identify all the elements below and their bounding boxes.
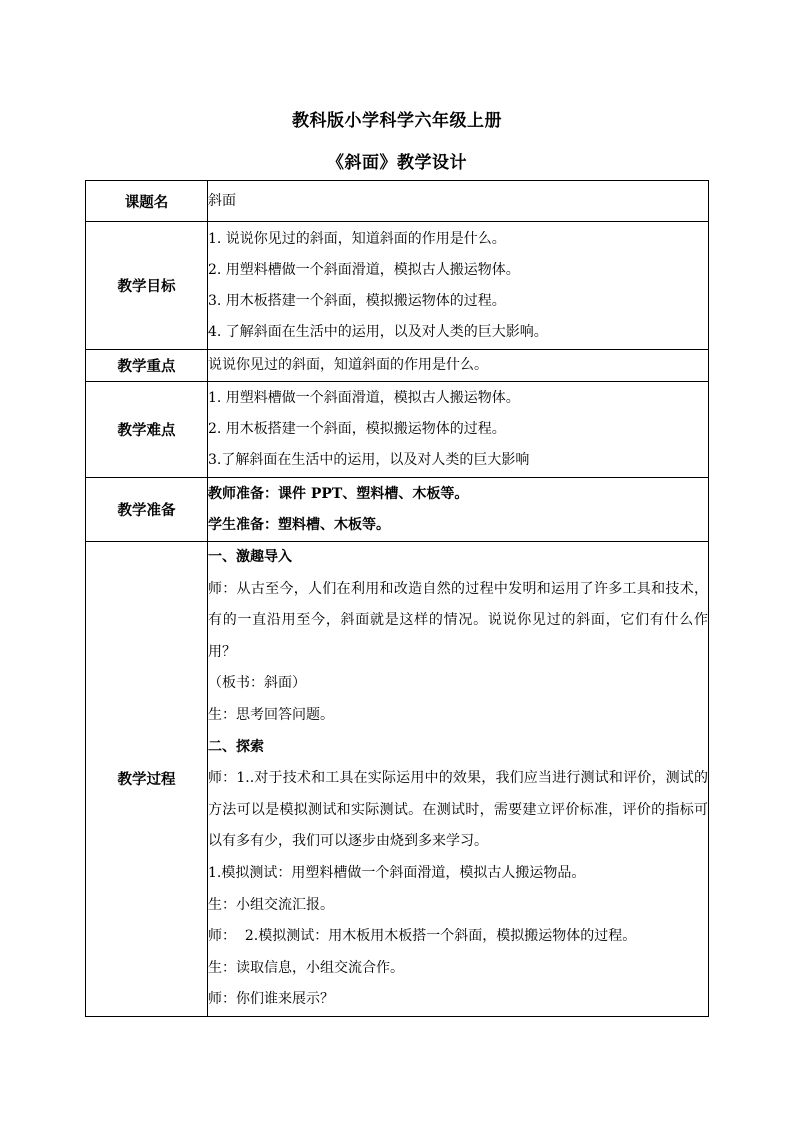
process-paragraph: 师：1..对于技术和工具在实际运用中的效果，我们应当进行测试和评价，测试的方法可以是模拟测试和实际测试。在测试时，需要建立评价标准，评价的指标可以有多有少，我们可以逐步由烧到多来学习。 — [208, 770, 708, 850]
cell-objectives — [208, 222, 709, 350]
process-paragraph: （板书：斜面） — [208, 675, 306, 692]
lesson-plan-table — [85, 180, 709, 1017]
row-key-points — [86, 350, 709, 382]
label-topic: 课题名 — [86, 181, 208, 222]
teacher-preparation: 教师准备：课件 PPT、塑料槽、木板等。 — [208, 485, 469, 502]
difficulty-item: 1. 用塑料槽做一个斜面滑道，模拟古人搬运物体。 — [208, 390, 520, 406]
process-paragraph: 生：思考回答问题。 — [208, 706, 334, 723]
process-paragraph: 生：读取信息，小组交流合作。 — [208, 959, 404, 976]
label-key-points: 教学重点 — [86, 350, 208, 382]
process-paragraph: 师：从古至今，人们在利用和改造自然的过程中发明和运用了许多工具和技术，有的一直沿用至今，斜面就是这样的情况。说说你见过的斜面，它们有什么作用？ — [208, 580, 708, 660]
topic-value: 斜面 — [208, 192, 236, 209]
student-preparation: 学生准备：塑料槽、木板等。 — [208, 516, 390, 533]
difficulty-item: 3.了解斜面在生活中的运用，以及对人类的巨大影响 — [208, 452, 530, 468]
key-points-value: 说说你见过的斜面，知道斜面的作用是什么。 — [208, 357, 488, 373]
objective-item: 3. 用木板搭建一个斜面，模拟搬运物体的过程。 — [208, 292, 506, 309]
objective-item: 1. 说说你见过的斜面，知道斜面的作用是什么。 — [208, 230, 506, 247]
document-title: 教科版小学科学六年级上册 — [292, 111, 502, 131]
process-paragraph: 生：小组交流汇报。 — [208, 896, 334, 913]
row-process — [86, 542, 709, 1017]
cell-process — [208, 542, 709, 1017]
section-heading: 二、探索 — [208, 738, 264, 755]
objective-item: 4. 了解斜面在生活中的运用，以及对人类的巨大影响。 — [208, 323, 548, 340]
row-preparation — [86, 478, 709, 542]
label-difficulties: 教学难点 — [86, 382, 208, 478]
cell-difficulties — [208, 382, 709, 478]
label-objectives: 教学目标 — [86, 222, 208, 350]
section-heading: 一、激趣导入 — [208, 549, 292, 565]
row-difficulties — [86, 382, 709, 478]
difficulty-item: 2. 用木板搭建一个斜面，模拟搬运物体的过程。 — [208, 421, 506, 437]
cell-key-points — [208, 350, 709, 382]
process-paragraph: 师：你们谁来展示？ — [208, 991, 334, 1008]
document-subtitle: 《斜面》教学设计 — [327, 153, 467, 173]
process-paragraph: 师： 2.模拟测试：用木板用木板搭一个斜面，模拟搬运物体的过程。 — [208, 928, 637, 945]
row-objectives — [86, 222, 709, 350]
row-topic — [86, 181, 709, 222]
cell-topic — [208, 181, 709, 222]
label-preparation: 教学准备 — [86, 478, 208, 542]
process-paragraph: 1.模拟测试：用塑料槽做一个斜面滑道，模拟古人搬运物品。 — [208, 864, 586, 881]
label-process: 教学过程 — [86, 542, 208, 1017]
cell-preparation — [208, 478, 709, 542]
objective-item: 2. 用塑料槽做一个斜面滑道，模拟古人搬运物体。 — [208, 261, 520, 278]
